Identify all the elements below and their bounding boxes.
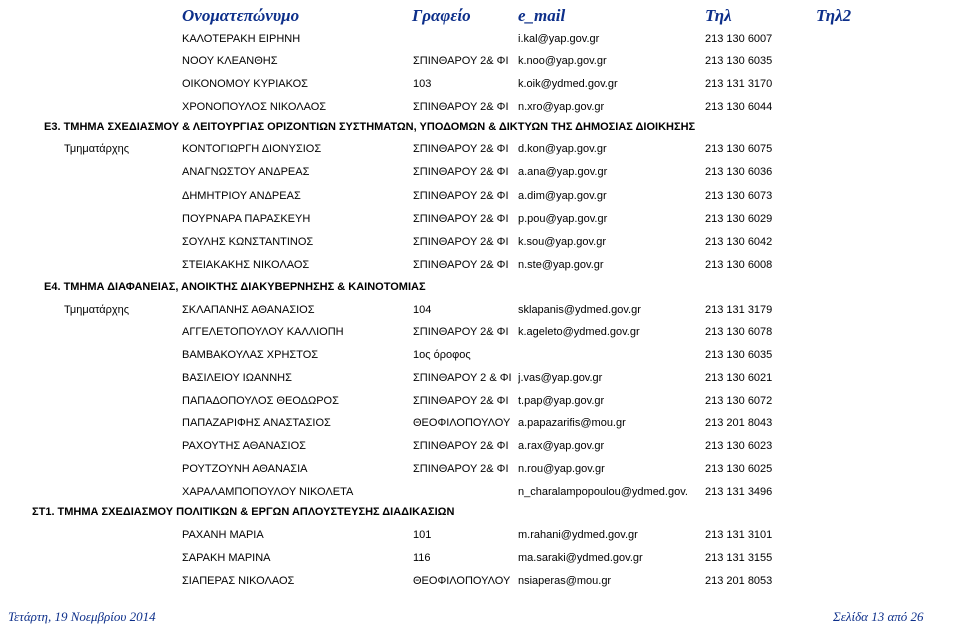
table-row (0, 234, 960, 250)
row-tel: 213 130 6075 (705, 143, 773, 155)
row-office: ΣΠΙΝΘΑΡΟΥ 2 & ΦΙ (413, 372, 512, 384)
table-row (0, 164, 960, 180)
row-email: k.noo@yap.gov.gr (518, 55, 607, 67)
row-name: ΚΑΛΟΤΕΡΑΚΗ ΕΙΡΗΝΗ (182, 33, 301, 45)
section-title-e4: Ε4. ΤΜΗΜΑ ΔΙΑΦΑΝΕΙΑΣ, ΑΝΟΙΚΤΗΣ ΔΙΑΚΥΒΕΡΝΗΣΗΣ & ΚΑΙΝΟΤΟΜΙΑΣ (44, 281, 426, 293)
table-row (0, 188, 960, 204)
row-name: ΧΑΡΑΛΑΜΠΟΠΟΥΛΟΥ ΝΙΚΟΛΕΤΑ (182, 486, 354, 498)
row-tel: 213 130 6023 (705, 440, 773, 452)
row-office: ΣΠΙΝΘΑΡΟΥ 2& ΦΙ (413, 213, 509, 225)
row-name: ΧΡΟΝΟΠΟΥΛΟΣ ΝΙΚΟΛΑΟΣ (182, 101, 327, 113)
row-name: ΣΟΥΛΗΣ ΚΩΝΣΤΑΝΤΙΝΟΣ (182, 236, 314, 248)
row-tel: 213 130 6035 (705, 349, 773, 361)
row-tel: 213 131 3101 (705, 529, 773, 541)
row-email: ma.saraki@ydmed.gov.gr (518, 552, 643, 564)
table-row (0, 438, 960, 454)
row-tel: 213 130 6025 (705, 463, 773, 475)
row-name: ΝΟΟΥ ΚΛΕΑΝΘΗΣ (182, 55, 278, 67)
row-name: ΡΑΧΟΥΤΗΣ ΑΘΑΝΑΣΙΟΣ (182, 440, 306, 452)
table-row (0, 550, 960, 566)
row-email: p.pou@yap.gov.gr (518, 213, 608, 225)
row-office: 116 (413, 552, 431, 564)
row-name: ΟΙΚΟΝΟΜΟΥ ΚΥΡΙΑΚΟΣ (182, 78, 308, 90)
row-name: ΠΑΠΑΔΟΠΟΥΛΟΣ ΘΕΟΔΩΡΟΣ (182, 395, 339, 407)
row-email: i.kal@yap.gov.gr (518, 33, 600, 45)
page-footer (0, 609, 960, 627)
row-office: 101 (413, 529, 432, 541)
row-tel: 213 130 6036 (705, 166, 773, 178)
row-role: Τμηματάρχης (64, 304, 130, 316)
header-email: e_mail (518, 6, 566, 25)
row-office: ΘΕΟΦΙΛΟΠΟΥΛΟΥ (413, 575, 511, 587)
row-name: ΠΟΥΡΝΑΡΑ ΠΑΡΑΣΚΕΥΗ (182, 213, 311, 225)
row-tel: 213 130 6073 (705, 190, 773, 202)
row-email: m.rahani@ydmed.gov.gr (518, 529, 638, 541)
table-row (0, 53, 960, 69)
row-tel: 213 130 6072 (705, 395, 773, 407)
row-name: ΚΟΝΤΟΓΙΩΡΓΗ ΔΙΟΝΥΣΙΟΣ (182, 143, 322, 155)
header-office: Γραφείο (412, 6, 471, 25)
table-row (0, 99, 960, 115)
row-email: n.xro@yap.gov.gr (518, 101, 605, 113)
row-office: ΣΠΙΝΘΑΡΟΥ 2& ΦΙ (413, 259, 509, 271)
table-row (0, 527, 960, 543)
table-row (0, 141, 960, 157)
row-office: 1ος όροφος (413, 349, 471, 361)
table-row (0, 31, 960, 47)
row-office: ΣΠΙΝΘΑΡΟΥ 2& ΦΙ (413, 463, 509, 475)
row-name: ΔΗΜΗΤΡΙΟΥ ΑΝΔΡΕΑΣ (182, 190, 301, 202)
row-tel: 213 131 3170 (705, 78, 773, 90)
row-office: 103 (413, 78, 432, 90)
row-tel: 213 130 6042 (705, 236, 773, 248)
row-name: ΡΟΥΤΖΟΥΝΗ ΑΘΑΝΑΣΙΑ (182, 463, 308, 475)
table-row (0, 302, 960, 318)
row-email: t.pap@yap.gov.gr (518, 395, 605, 407)
header-tel: Τηλ (705, 6, 732, 25)
column-header-bar (0, 6, 960, 28)
row-name: ΣΙΑΠΕΡΑΣ ΝΙΚΟΛΑΟΣ (182, 575, 295, 587)
row-tel: 213 130 6044 (705, 101, 773, 113)
row-name: ΣΑΡΑΚΗ ΜΑΡΙΝΑ (182, 552, 271, 564)
row-tel: 213 131 3179 (705, 304, 773, 316)
row-email: a.dim@yap.gov.gr (518, 190, 607, 202)
row-office: ΣΠΙΝΘΑΡΟΥ 2& ΦΙ (413, 236, 509, 248)
row-email: k.oik@ydmed.gov.gr (518, 78, 618, 90)
row-tel: 213 131 3496 (705, 486, 773, 498)
row-tel: 213 130 6029 (705, 213, 773, 225)
footer-page-number: Σελίδα 13 από 26 (833, 609, 924, 624)
row-name: ΒΑΜΒΑΚΟΥΛΑΣ ΧΡΗΣΤΟΣ (182, 349, 319, 361)
row-office: ΣΠΙΝΘΑΡΟΥ 2& ΦΙ (413, 326, 509, 338)
row-office: ΣΠΙΝΘΑΡΟΥ 2& ΦΙ (413, 395, 509, 407)
row-email: n_charalampopoulou@ydmed.gov. (518, 486, 688, 498)
footer-date: Τετάρτη, 19 Νοεμβρίου 2014 (8, 609, 156, 624)
row-email: nsiaperas@mou.gr (518, 575, 612, 587)
row-office: ΣΠΙΝΘΑΡΟΥ 2& ΦΙ (413, 440, 509, 452)
row-office: ΣΠΙΝΘΑΡΟΥ 2& ΦΙ (413, 55, 509, 67)
row-role: Τμηματάρχης (64, 143, 130, 155)
header-name: Ονοματεπώνυμο (182, 6, 300, 25)
row-office: ΘΕΟΦΙΛΟΠΟΥΛΟΥ (413, 417, 511, 429)
table-row (0, 347, 960, 363)
row-office: ΣΠΙΝΘΑΡΟΥ 2& ΦΙ (413, 190, 509, 202)
row-name: ΒΑΣΙΛΕΙΟΥ ΙΩΑΝΝΗΣ (182, 372, 292, 384)
row-tel: 213 130 6021 (705, 372, 773, 384)
table-row (0, 573, 960, 589)
table-row (0, 211, 960, 227)
table-row (0, 393, 960, 409)
row-email: a.ana@yap.gov.gr (518, 166, 608, 178)
table-row (0, 76, 960, 92)
row-office: ΣΠΙΝΘΑΡΟΥ 2& ΦΙ (413, 143, 509, 155)
header-tel2: Τηλ2 (816, 6, 852, 25)
row-email: d.kon@yap.gov.gr (518, 143, 607, 155)
table-row (0, 257, 960, 273)
row-office: 104 (413, 304, 432, 316)
table-row (0, 415, 960, 431)
row-name: ΣΤΕΙΑΚΑΚΗΣ ΝΙΚΟΛΑΟΣ (182, 259, 310, 271)
row-office: ΣΠΙΝΘΑΡΟΥ 2& ΦΙ (413, 101, 509, 113)
row-email: n.ste@yap.gov.gr (518, 259, 604, 271)
row-email: j.vas@yap.gov.gr (518, 372, 603, 384)
row-name: ΣΚΛΑΠΑΝΗΣ ΑΘΑΝΑΣΙΟΣ (182, 304, 315, 316)
row-tel: 213 201 8043 (705, 417, 773, 429)
row-email: a.papazarifis@mou.gr (518, 417, 626, 429)
row-name: ΑΝΑΓΝΩΣΤΟΥ ΑΝΔΡΕΑΣ (182, 166, 310, 178)
row-name: ΑΓΓΕΛΕΤΟΠΟΥΛΟΥ ΚΑΛΛΙΟΠΗ (182, 326, 344, 338)
row-tel: 213 130 6007 (705, 33, 773, 45)
table-row (0, 370, 960, 386)
row-email: sklapanis@ydmed.gov.gr (518, 304, 641, 316)
table-row (0, 461, 960, 477)
row-email: n.rou@yap.gov.gr (518, 463, 605, 475)
section-title-st1: ΣΤ1. ΤΜΗΜΑ ΣΧΕΔΙΑΣΜΟΥ ΠΟΛΙΤΙΚΩΝ & ΕΡΓΩΝ ΑΠΛΟΥΣΤΕΥΣΗΣ ΔΙΑΔΙΚΑΣΙΩΝ (32, 506, 455, 518)
row-tel: 213 130 6035 (705, 55, 773, 67)
row-email: a.rax@yap.gov.gr (518, 440, 605, 452)
section-title-e3: Ε3. ΤΜΗΜΑ ΣΧΕΔΙΑΣΜΟΥ & ΛΕΙΤΟΥΡΓΙΑΣ ΟΡΙΖΟΝΤΙΩΝ ΣΥΣΤΗΜΑΤΩΝ, ΥΠΟΔΟΜΩΝ & ΔΙΚΤΥΩΝ ΤΗΣ ΔΗΜΟΣΙΑΣ ΔΙΟΙΚΗΣΗΣ (44, 121, 696, 133)
table-row (0, 484, 960, 500)
row-name: ΡΑΧΑΝΗ ΜΑΡΙΑ (182, 529, 264, 541)
table-row (0, 324, 960, 340)
row-tel: 213 130 6008 (705, 259, 773, 271)
row-office: ΣΠΙΝΘΑΡΟΥ 2& ΦΙ (413, 166, 509, 178)
row-tel: 213 131 3155 (705, 552, 773, 564)
row-tel: 213 201 8053 (705, 575, 773, 587)
row-email: k.sou@yap.gov.gr (518, 236, 607, 248)
row-tel: 213 130 6078 (705, 326, 773, 338)
row-name: ΠΑΠΑΖΑΡΙΦΗΣ ΑΝΑΣΤΑΣΙΟΣ (182, 417, 331, 429)
row-email: k.ageleto@ydmed.gov.gr (518, 326, 640, 338)
